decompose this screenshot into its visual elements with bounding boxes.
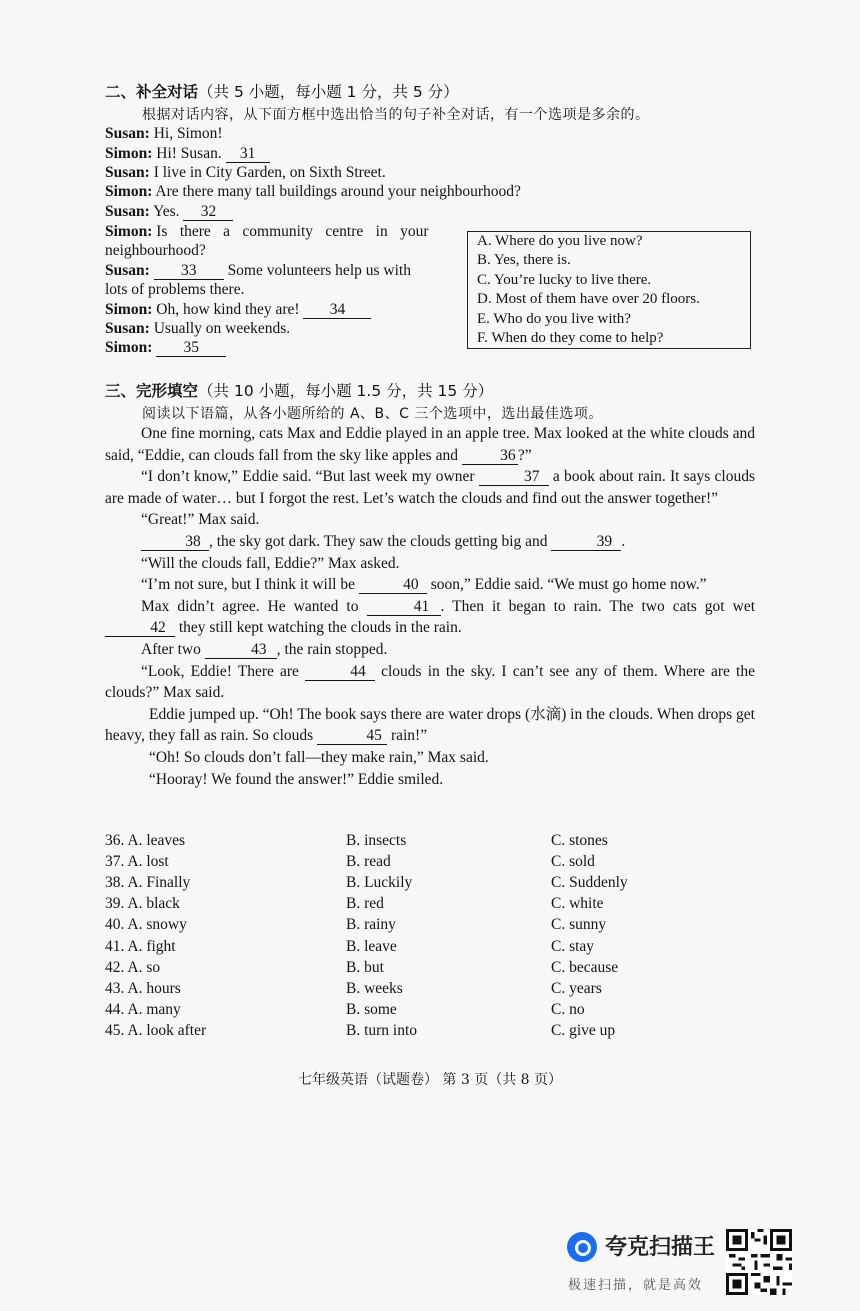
question-option-b: B. but bbox=[346, 958, 384, 976]
qr-code-icon bbox=[726, 1229, 792, 1295]
question-option-a: 45. A. look after bbox=[105, 1021, 207, 1039]
speaker-label: Simon: bbox=[105, 145, 153, 162]
blank-39: 39 bbox=[551, 534, 621, 551]
option-item: C. You’re lucky to live there. bbox=[477, 271, 652, 288]
scanner-logo-icon bbox=[567, 1232, 597, 1262]
dialogue-text: Are there many tall buildings around your neighbourhood? bbox=[155, 183, 521, 200]
option-item: F. When do they come to help? bbox=[477, 330, 664, 346]
passage-paragraph: “Look, Eddie! There are 44 clouds in the sky. I can’t see any of them. Where are the clouds?” Max said. bbox=[105, 662, 755, 702]
speaker-label: Susan: bbox=[105, 164, 150, 181]
question-option-a: 40. A. snowy bbox=[105, 916, 187, 934]
speaker-label: Simon: bbox=[105, 339, 153, 356]
question-option-a: 41. A. fight bbox=[105, 937, 176, 955]
cloze-passage bbox=[105, 423, 755, 790]
question-option-c: C. sunny bbox=[551, 916, 607, 934]
question-option-a: 37. A. lost bbox=[105, 853, 169, 871]
page-footer: 七年级英语（试题卷） 第 3 页（共 8 页） bbox=[297, 1072, 563, 1088]
question-option-b: B. red bbox=[346, 895, 384, 913]
passage-paragraph: One fine morning, cats Max and Eddie played in an apple tree. Max looked at the white clouds and said, “Eddie, can clouds fall from the sky like apples and 36 ?” bbox=[105, 425, 755, 464]
speaker-label: Simon: bbox=[105, 223, 153, 240]
dialogue-text: Some volunteers help us with bbox=[227, 262, 411, 279]
question-option-b: B. rainy bbox=[346, 916, 396, 934]
dialogue-text: Usually on weekends. bbox=[153, 320, 291, 337]
blank-43: 43 bbox=[205, 642, 277, 659]
question-option-c: C. stones bbox=[551, 832, 608, 849]
question-option-c: C. stay bbox=[551, 937, 595, 955]
question-option-b: B. Luckily bbox=[346, 874, 413, 892]
question-option-b: B. read bbox=[346, 853, 391, 871]
question-option-c: C. Suddenly bbox=[551, 874, 628, 892]
question-option-c: C. white bbox=[551, 895, 604, 913]
question-option-a: 38. A. Finally bbox=[105, 874, 191, 892]
blank-31: 31 bbox=[226, 146, 270, 163]
passage-paragraph: “Will the clouds fall, Eddie?” Max asked. bbox=[141, 554, 400, 572]
passage-paragraph: “I don’t know,” Eddie said. “But last week my owner 37 a book about rain. It says clouds are made of water… but I forgot the rest. Let’s watch the clouds and find out the answer together!” bbox=[105, 468, 756, 507]
passage-paragraph: After two 43 , the rain stopped. bbox=[141, 640, 388, 658]
dialogue-line-continued: lots of problems there. bbox=[105, 281, 245, 298]
question-option-c: C. give up bbox=[551, 1021, 616, 1039]
question-option-b: B. insects bbox=[346, 832, 407, 849]
question-option-a: 44. A. many bbox=[105, 1000, 181, 1018]
speaker-label: Simon: bbox=[105, 183, 153, 200]
passage-paragraph: 38 , the sky got dark. They saw the clouds getting big and 39 . bbox=[105, 531, 755, 553]
option-item: D. Most of them have over 20 floors. bbox=[477, 291, 700, 308]
passage-paragraph: “Hooray! We found the answer!” Eddie smiled. bbox=[149, 770, 444, 788]
blank-34: 34 bbox=[303, 302, 371, 319]
question-option-a: 39. A. black bbox=[105, 895, 180, 913]
dialogue-text: Oh, how kind they are! bbox=[156, 301, 300, 318]
speaker-label: Simon: bbox=[105, 301, 153, 318]
dialogue-line bbox=[105, 338, 226, 358]
blank-36: 36 bbox=[462, 448, 518, 465]
question-option-a: 36. A. leaves bbox=[105, 832, 186, 849]
dialogue-text: Hi, Simon! bbox=[153, 125, 223, 142]
question-option-b: B. some bbox=[346, 1000, 397, 1018]
dialogue-line bbox=[105, 144, 270, 164]
question-option-c: C. because bbox=[551, 958, 619, 976]
dialogue-text: Hi! Susan. bbox=[156, 145, 222, 162]
blank-35: 35 bbox=[156, 340, 226, 357]
section2-instruction: 根据对话内容，从下面方框中选出恰当的句子补全对话，有一个选项是多余的。 bbox=[142, 107, 650, 123]
passage-paragraph: Eddie jumped up. “Oh! The book says there are water drops (水滴) in the clouds. When drops get heavy, they fall as rain. So clouds 45 rain!” bbox=[105, 705, 755, 745]
dialogue-line bbox=[105, 222, 453, 242]
dialogue-line bbox=[105, 261, 411, 281]
question-option-b: B. weeks bbox=[346, 979, 403, 997]
blank-37: 37 bbox=[479, 469, 549, 486]
passage-paragraph: “I’m not sure, but I think it will be 40 soon,” Eddie said. “We must go home now.” bbox=[141, 576, 707, 594]
blank-41: 41 bbox=[367, 599, 441, 616]
blank-40: 40 bbox=[359, 577, 427, 594]
passage-paragraph: “Oh! So clouds don’t fall—they make rain,” Max said. bbox=[149, 748, 489, 766]
section3-instruction: 阅读以下语篇，从各小题所给的 A、B、C 三个选项中，选出最佳选项。 bbox=[142, 406, 603, 422]
dialogue-line bbox=[105, 202, 233, 222]
speaker-label: Susan: bbox=[105, 203, 150, 220]
section3-title: 三、完形填空（共 10 小题，每小题 1.5 分，共 15 分） bbox=[105, 382, 494, 400]
dialogue-line bbox=[105, 319, 290, 339]
dialogue-text: Yes. bbox=[153, 203, 180, 220]
dialogue-line-continued: neighbourhood? bbox=[105, 242, 206, 259]
option-item: E. Who do you live with? bbox=[477, 310, 631, 327]
scanner-slogan: 极速扫描，就是高效 bbox=[568, 1278, 704, 1293]
speaker-label: Susan: bbox=[105, 125, 150, 142]
dialogue-line bbox=[105, 182, 521, 202]
blank-38: 38 bbox=[141, 534, 209, 551]
question-option-c: C. sold bbox=[551, 853, 595, 871]
dialogue-text: I live in City Garden, on Sixth Street. bbox=[153, 164, 386, 181]
passage-paragraph: Max didn’t agree. He wanted to 41 . Then it began to rain. The two cats got wet 42 they still kept watching the clouds in the rain. bbox=[105, 596, 755, 639]
question-option-b: B. leave bbox=[346, 937, 397, 955]
blank-42: 42 bbox=[105, 620, 175, 637]
passage-paragraph: “Great!” Max said. bbox=[141, 511, 260, 529]
dialogue-line bbox=[105, 124, 223, 144]
speaker-label: Susan: bbox=[105, 320, 150, 337]
options-box bbox=[467, 231, 751, 349]
blank-33: 33 bbox=[154, 263, 224, 280]
question-option-c: C. no bbox=[551, 1000, 585, 1018]
question-option-c: C. years bbox=[551, 979, 602, 997]
option-item: A. Where do you live now? bbox=[477, 233, 643, 249]
dialogue-line bbox=[105, 300, 371, 320]
dialogue-line bbox=[105, 163, 386, 183]
section2-title: 二、补全对话（共 5 小题，每小题 1 分，共 5 分） bbox=[105, 83, 459, 101]
question-option-a: 42. A. so bbox=[105, 958, 161, 976]
blank-32: 32 bbox=[183, 204, 233, 221]
blank-45: 45 bbox=[317, 728, 387, 745]
scanner-brand-name: 夸克扫描王 bbox=[605, 1235, 716, 1260]
dialogue-text: Is there a community centre in your bbox=[156, 223, 429, 240]
question-option-b: B. turn into bbox=[346, 1021, 418, 1039]
blank-44: 44 bbox=[305, 664, 375, 681]
option-item: B. Yes, there is. bbox=[477, 252, 571, 269]
speaker-label: Susan: bbox=[105, 262, 150, 279]
question-option-a: 43. A. hours bbox=[105, 979, 181, 997]
